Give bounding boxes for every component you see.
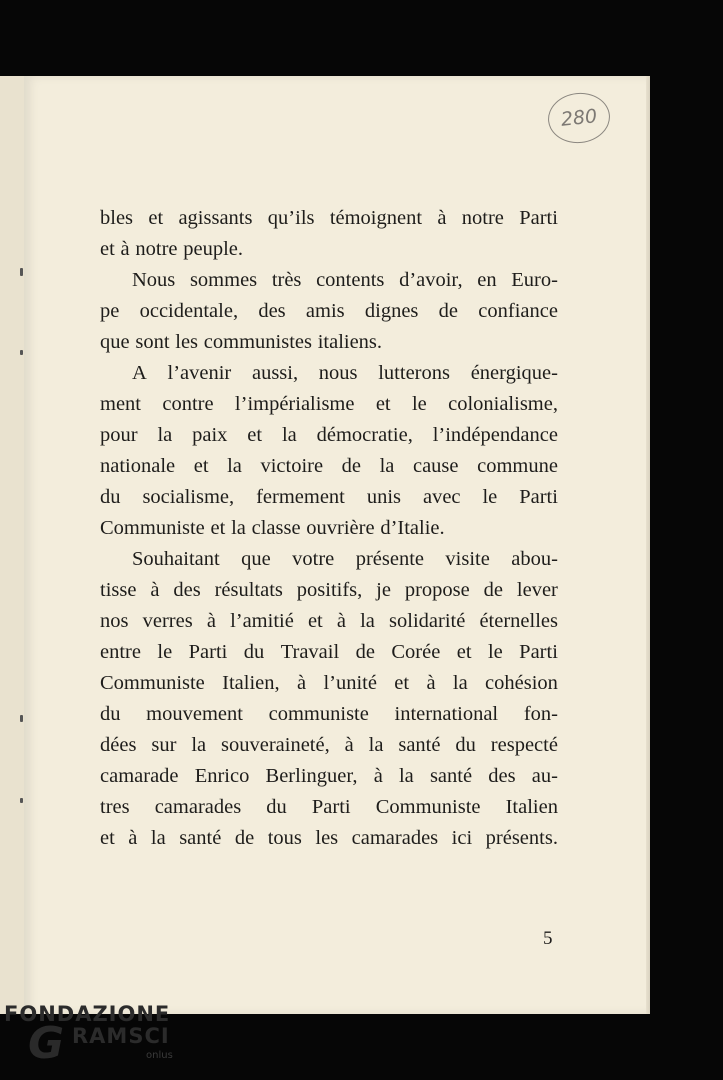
text-word: que	[241, 548, 271, 570]
text-word: colonialisme,	[448, 393, 558, 415]
text-word: l’amitié	[230, 610, 294, 632]
text-word: à	[437, 207, 447, 229]
text-word: l’indépendance	[432, 424, 558, 446]
text-word: la	[368, 734, 384, 756]
text-word: ment	[100, 393, 141, 415]
text-word: la	[360, 610, 375, 632]
text-word: Travail	[280, 641, 340, 663]
text-word: bles	[100, 207, 134, 229]
text-word: de	[341, 455, 362, 477]
text-word: et	[193, 455, 209, 477]
text-word: démocratie,	[316, 424, 413, 446]
text-word: sommes	[189, 269, 258, 291]
text-word: à	[344, 734, 354, 756]
text-word: à	[128, 827, 138, 849]
text-word: sur	[151, 734, 177, 756]
text-word: Parti	[519, 207, 558, 229]
text-word: sont	[135, 331, 170, 353]
text-word: de	[355, 641, 375, 663]
text-word: résultats	[214, 579, 283, 601]
facing-page-mark	[20, 715, 23, 722]
text-word: occidentale,	[139, 300, 239, 322]
text-line	[100, 792, 558, 823]
text-word: tous	[267, 827, 302, 849]
text-line	[100, 823, 558, 854]
text-word: Parti	[188, 641, 228, 663]
text-line	[100, 637, 558, 668]
text-word: italiens.	[317, 331, 383, 353]
text-word: communistes	[203, 331, 312, 353]
text-word: abou-	[511, 548, 558, 570]
text-word: les	[315, 827, 339, 849]
printed-page-number: 5	[543, 928, 553, 949]
text-word: santé	[179, 827, 222, 849]
text-word: confiance	[478, 300, 558, 322]
text-word: tisse	[100, 579, 137, 601]
text-word: énergique-	[470, 362, 558, 384]
text-word: ouvrière	[306, 517, 375, 539]
text-word: notre	[135, 238, 178, 260]
text-word: des	[488, 765, 516, 787]
text-line	[100, 668, 558, 699]
text-word: ici	[451, 827, 473, 849]
watermark-line1: FONDAZIONE	[4, 1002, 171, 1026]
handwritten-number-text: 280	[559, 105, 599, 131]
text-word: des	[173, 579, 201, 601]
text-word: la	[231, 517, 246, 539]
text-word: et	[375, 393, 391, 415]
text-word: Euro-	[511, 269, 558, 291]
text-word: la	[227, 455, 242, 477]
text-word: et	[100, 827, 115, 849]
text-word: nos	[100, 610, 129, 632]
text-word: au-	[531, 765, 558, 787]
text-line	[100, 730, 558, 761]
text-word: avec	[422, 486, 461, 508]
text-word: contents	[316, 269, 385, 291]
text-word: notre	[461, 207, 504, 229]
text-line	[100, 606, 558, 637]
text-word: le	[157, 641, 173, 663]
text-word: de	[438, 300, 459, 322]
text-word: la	[398, 765, 414, 787]
text-word: l’impérialisme	[234, 393, 355, 415]
text-word: du	[243, 641, 265, 663]
text-word: et	[210, 517, 226, 539]
text-word: et	[456, 641, 472, 663]
text-word: commune	[477, 455, 558, 477]
text-word: votre	[292, 548, 335, 570]
text-word: le	[411, 393, 427, 415]
text-word: Parti	[311, 796, 351, 818]
text-word: Communiste	[100, 672, 205, 694]
text-word: Italien,	[222, 672, 280, 694]
text-word: visite	[445, 548, 490, 570]
body-text	[100, 203, 558, 854]
text-word: santé	[429, 765, 473, 787]
text-line	[100, 544, 558, 575]
text-word: que	[100, 331, 130, 353]
text-word: Berlinguer,	[265, 765, 358, 787]
text-word: fermement	[256, 486, 345, 508]
text-word: amis	[305, 300, 345, 322]
text-word: peuple.	[183, 238, 244, 260]
text-word: présente	[355, 548, 424, 570]
text-word: d’avoir,	[399, 269, 463, 291]
text-word: qu’ils	[267, 207, 315, 229]
text-word: lever	[516, 579, 558, 601]
text-word: dignes	[364, 300, 419, 322]
text-word: mouvement	[146, 703, 243, 725]
text-word: du	[455, 734, 476, 756]
text-line	[100, 358, 558, 389]
text-word: agissants	[178, 207, 253, 229]
page-edge	[646, 76, 650, 1014]
text-line	[100, 699, 558, 730]
text-word: entre	[100, 641, 141, 663]
text-word: le	[482, 486, 498, 508]
text-word: aussi,	[251, 362, 299, 384]
text-line	[100, 482, 558, 513]
text-word: camarades	[154, 796, 242, 818]
text-word: témoignent	[329, 207, 423, 229]
text-word: tres	[100, 796, 130, 818]
text-line	[100, 420, 558, 451]
text-word: cohésion	[485, 672, 558, 694]
text-word: Communiste	[375, 796, 481, 818]
text-word: classe	[251, 517, 301, 539]
text-word: les	[175, 331, 199, 353]
facing-page-edge	[0, 76, 24, 1014]
text-line	[100, 327, 558, 358]
facing-page-mark	[20, 798, 23, 803]
text-word: du	[100, 703, 121, 725]
text-word: Corée	[391, 641, 441, 663]
text-word: pour	[100, 424, 138, 446]
text-word: international	[394, 703, 499, 725]
text-line	[100, 296, 558, 327]
text-line	[100, 451, 558, 482]
text-word: très	[271, 269, 302, 291]
text-word: camarade	[100, 765, 179, 787]
text-word: verres	[142, 610, 193, 632]
text-word: Enrico	[194, 765, 250, 787]
text-word: à	[206, 610, 216, 632]
text-word: à	[150, 579, 160, 601]
text-word: des	[258, 300, 286, 322]
text-word: de	[234, 827, 255, 849]
text-word: de	[483, 579, 504, 601]
text-word: la	[281, 424, 297, 446]
text-word: nationale	[100, 455, 176, 477]
text-word: pe	[100, 300, 120, 322]
text-word: Parti	[519, 486, 558, 508]
text-word: unis	[366, 486, 402, 508]
facing-page-mark	[20, 350, 23, 355]
text-word: dées	[100, 734, 137, 756]
text-word: et	[247, 424, 263, 446]
text-word: à	[426, 672, 436, 694]
text-line	[100, 265, 558, 296]
text-word: à	[120, 238, 130, 260]
text-word: Communiste	[100, 517, 205, 539]
text-line	[100, 513, 558, 544]
text-word: A	[132, 362, 147, 384]
text-word: l’avenir	[167, 362, 232, 384]
text-word: la	[379, 455, 395, 477]
text-line	[100, 761, 558, 792]
text-word: lutterons	[378, 362, 450, 384]
text-word: d’Italie.	[380, 517, 445, 539]
text-word: et	[394, 672, 410, 694]
watermark-g: G	[28, 1018, 65, 1069]
text-word: positifs,	[296, 579, 363, 601]
text-word: santé	[398, 734, 441, 756]
text-word: et	[148, 207, 164, 229]
text-line	[100, 234, 558, 265]
text-word: communiste	[268, 703, 369, 725]
text-word: victoire	[260, 455, 324, 477]
text-word: camarades	[351, 827, 439, 849]
text-word: paix	[192, 424, 228, 446]
text-word: la	[452, 672, 468, 694]
text-word: je	[376, 579, 391, 601]
text-word: contre	[162, 393, 214, 415]
text-word: du	[100, 486, 121, 508]
text-word: du	[266, 796, 287, 818]
text-word: socialisme,	[142, 486, 235, 508]
watermark-line2: RAMSCI	[72, 1024, 170, 1048]
text-word: éternelles	[479, 610, 558, 632]
text-word: le	[487, 641, 503, 663]
text-word: Italien	[505, 796, 558, 818]
watermark-logo	[0, 1000, 200, 1080]
text-word: solidarité	[389, 610, 466, 632]
text-word: nous	[318, 362, 358, 384]
text-word: à	[296, 672, 307, 694]
text-word: la	[150, 827, 166, 849]
text-word: en	[477, 269, 497, 291]
text-word: et	[100, 238, 115, 260]
text-word: l’unité	[323, 672, 377, 694]
text-word: Parti	[519, 641, 558, 663]
text-word: et	[307, 610, 323, 632]
text-word: à	[373, 765, 383, 787]
text-line	[100, 389, 558, 420]
watermark-onlus: onlus	[146, 1050, 173, 1061]
text-word: présents.	[485, 827, 558, 849]
facing-page-mark	[20, 268, 23, 276]
text-word: la	[157, 424, 173, 446]
text-word: à	[336, 610, 346, 632]
text-word: respecté	[490, 734, 558, 756]
text-word: Nous	[132, 269, 176, 291]
text-word: cause	[412, 455, 459, 477]
text-word: propose	[404, 579, 470, 601]
text-word: Souhaitant	[132, 548, 220, 570]
text-word: souveraineté,	[221, 734, 330, 756]
text-word: fon-	[523, 703, 558, 725]
text-word: la	[191, 734, 207, 756]
text-line	[100, 575, 558, 606]
text-line	[100, 203, 558, 234]
